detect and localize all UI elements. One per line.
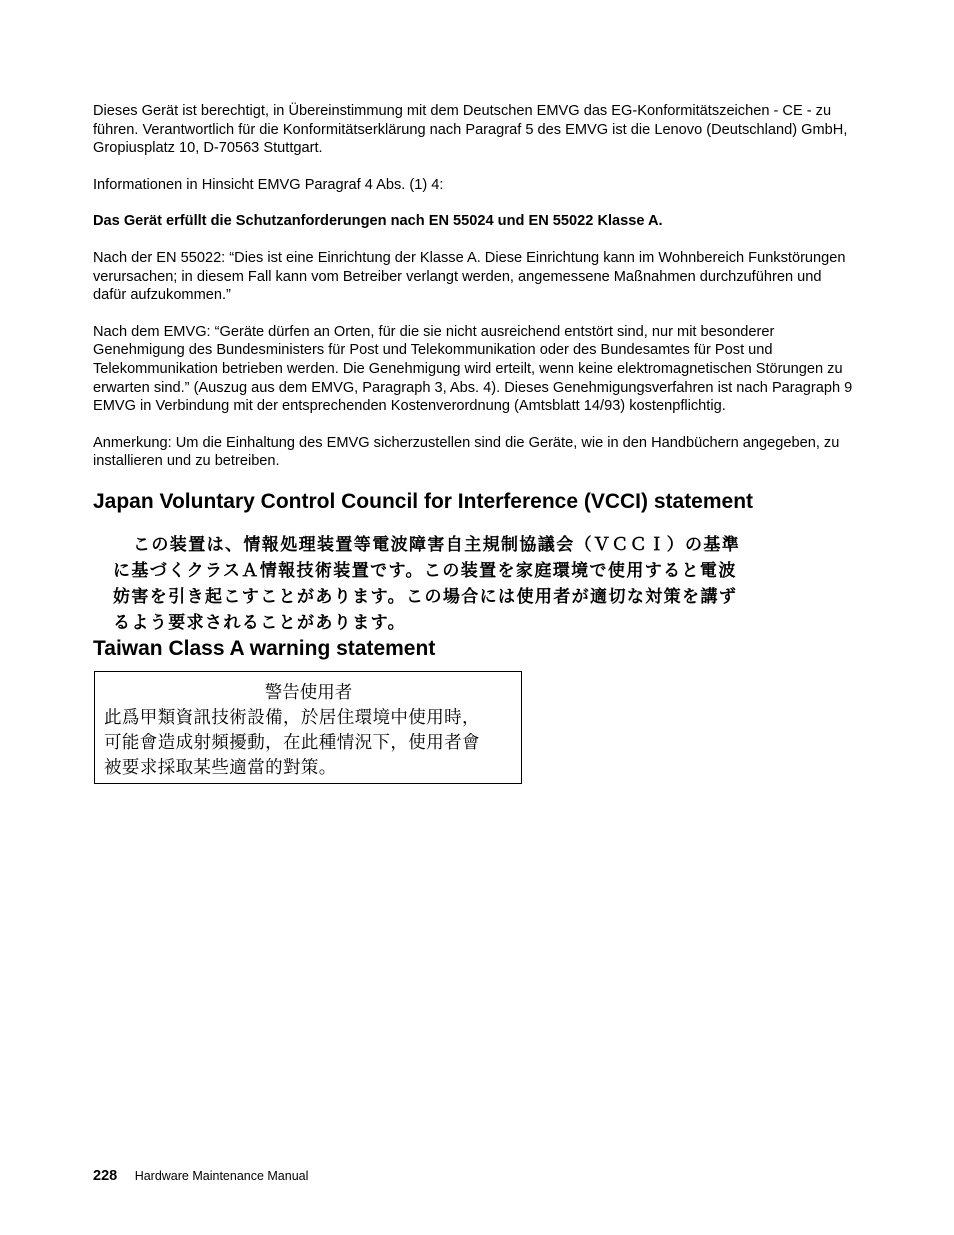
paragraph-ce-mark: Dieses Gerät ist berechtigt, in Übereinstimmung mit dem Deutschen EMVG das EG-Konformitätszeichen - CE - zu führen. Verantwortlich für die Konformitätserklärung nach Paragraf 5 des EMVG ist die Lenovo (Deutschland) GmbH, Gropiusplatz 10, D-70563 Stuttgart. — [93, 103, 848, 157]
manual-title: Hardware Maintenance Manual — [134, 1169, 309, 1183]
vcci-line: るよう要求されることがあります。 — [113, 612, 407, 633]
vcci-line: この装置は、情報処理装置等電波障害自主規制協議会（ＶＣＣＩ）の基準 — [133, 534, 741, 555]
paragraph-en55022: Nach der EN 55022: “Dies ist eine Einrichtung der Klasse A. Diese Einrichtung kann im Wohnbereich Funkstörungen verursachen; in diesem Fall kann vom Betreiber verlangt werden, angemessene Maßnahmen durchzuführen und dafür aufzukommen.” — [93, 249, 846, 304]
taiwan-warning-box — [94, 671, 522, 784]
taiwan-heading: Taiwan Class A warning statement — [93, 636, 436, 660]
page-footer — [93, 1167, 308, 1185]
paragraph-protection-requirements: Das Gerät erfüllt die Schutzanforderungen nach EN 55024 und EN 55022 Klasse A. — [93, 213, 663, 230]
paragraph-emvg-quote: Nach dem EMVG: “Geräte dürfen an Orten, für die sie nicht ausreichend entstört sind, nur mit besonderer Genehmigung des Bundesministers für Post und Telekommunikation oder des Bundesamtes für Post und Telekommunikation betrieben werden. Die Genehmigung wird erteilt, wenn keine elektromagnetischen Störungen zu erwarten sind.” (Auszug aus dem EMVG, Paragraph 3, Abs. 4). Dieses Genehmigungsverfahren ist nach Paragraph 9 EMVG in Verbindung mit der entsprechenden Kostenverordnung (Amtsblatt 14/93) kostenpflichtig. — [93, 323, 853, 415]
taiwan-warning-line: 可能會造成射頻擾動，在此種情況下，使用者會 — [104, 732, 480, 753]
page-number: 228 — [93, 1168, 118, 1184]
taiwan-warning-line: 此爲甲類資訊技術設備，於居住環境中使用時， — [104, 707, 480, 728]
vcci-statement — [113, 532, 763, 636]
vcci-line: 妨害を引き起こすことがあります。この場合には使用者が適切な対策を講ず — [113, 586, 738, 607]
taiwan-warning-line: 被要求採取某些適當的對策。 — [104, 757, 337, 778]
taiwan-warning-title: 警告使用者 — [264, 682, 353, 703]
vcci-line: に基づくクラスＡ情報技術装置です。この装置を家庭環境で使用すると電波 — [113, 560, 737, 581]
paragraph-emvg-info: Informationen in Hinsicht EMVG Paragraf 4 Abs. (1) 4: — [93, 176, 444, 193]
vcci-heading: Japan Voluntary Control Council for Interference (VCCI) statement — [93, 489, 754, 513]
page-body — [93, 102, 853, 784]
paragraph-anmerkung: Anmerkung: Um die Einhaltung des EMVG sicherzustellen sind die Geräte, wie in den Handbüchern angegeben, zu installieren und zu betreiben. — [93, 434, 840, 470]
